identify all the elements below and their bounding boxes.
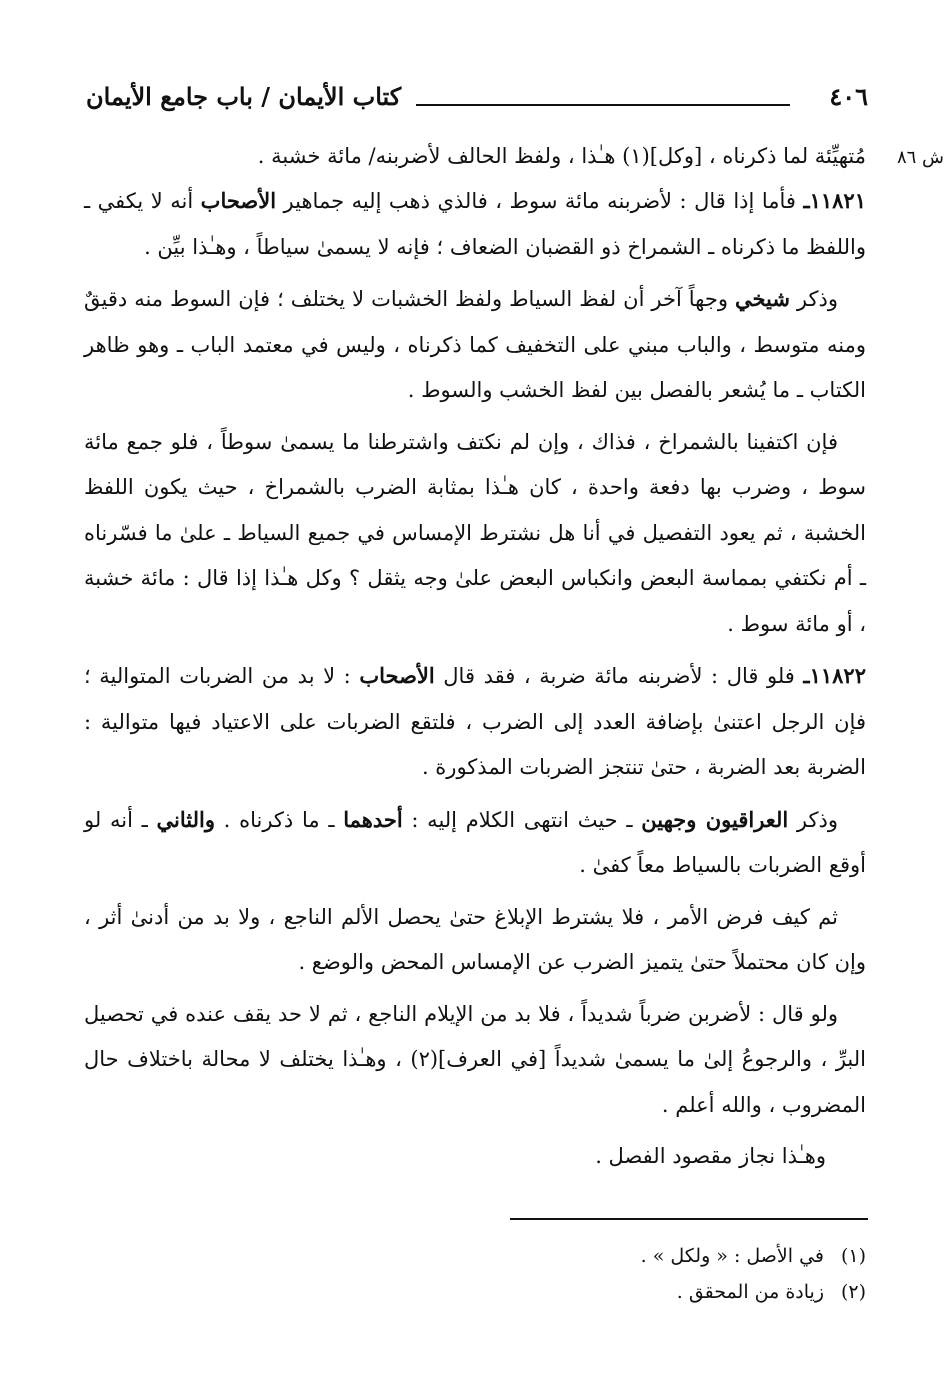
page-header: [86, 82, 868, 122]
footnote-number: (١): [840, 1245, 866, 1267]
paragraph-text: ـ حيث انتهى الكلام إليه :: [402, 807, 642, 832]
paragraph: [84, 276, 866, 414]
paragraph-text: فلو قال : لأضربنه مائة ضربة ، فقد قال: [434, 664, 804, 688]
paragraph-text: فأما إذا قال : لأضربنه مائة سوط ، فالذي ذهب إليه جماهير: [276, 189, 804, 213]
paragraph: [84, 797, 866, 889]
bold-term: الأصحاب: [359, 663, 435, 688]
paragraph-11821: [84, 178, 866, 270]
bold-term: شيخي: [734, 286, 790, 311]
paragraph-number: ١١٨٢١ـ: [803, 188, 866, 213]
footnote-text: في الأصل : « ولكل » .: [640, 1245, 824, 1267]
footnote: [84, 1238, 866, 1274]
paragraph-text: أنه لا يكفي ـ واللفظ ما ذكرناه ـ الشمراخ ذو القضبان الضعاف ؛ فإنه لا يسمىٰ سياطاً ، وهـٰذا بيِّن .: [84, 189, 866, 259]
header-rule: [416, 104, 790, 106]
paragraph-text: ـ أنه لو أوقع الضربات بالسياط معاً كفىٰ .: [84, 807, 866, 877]
paragraph-text: وذكر: [788, 807, 838, 832]
paragraph: فإن اكتفينا بالشمراخ ، فذاك ، وإن لم نكتف واشترطنا ما يسمىٰ سوطاً ، فلو جمع مائة سوط ، وضرب بها دفعة واحدة ، كان هـٰذا بمثابة الضرب بالشمراخ ، حيث يكون اللفظ الخشبة ، ثم يعود التفصيل في أنا هل نشترط الإمساس في جميع السياط ـ علىٰ ما فسّرناه ـ أم نكتفي بمماسة البعض وانكباس البعض علىٰ وجه يثقل ؟ وكل هـٰذا إذا قال : مائة خشبة ، أو مائة سوط .: [84, 429, 866, 636]
margin-note: ش ٨٦: [896, 147, 944, 168]
paragraph-text: وجهاً آخر أن لفظ السياط ولفظ الخشبات لا يختلف ؛ فإن السوط منه دقيقٌ ومنه متوسط ، والباب مبني على التخفيف كما ذكرناه ، وليس في معتمد الباب ـ وهو ظاهر الكتاب ـ ما يُشعر بالفصل بين لفظ الخشب والسوط .: [84, 287, 866, 402]
closing-line: وهـٰذا نجاز مقصود الفصل .: [595, 1144, 826, 1168]
footnotes: [84, 1238, 866, 1310]
paragraph: ولو قال : لأضربن ضرباً شديداً ، فلا بد من الإيلام الناجع ، ثم لا حد يقف عنده في تحصيل البرِّ ، والرجوعُ إلىٰ ما يسمىٰ شديداً [في العرف](٢) ، وهـٰذا يختلف لا محالة باختلاف حال المضروب ، والله أعلم .: [84, 1001, 867, 1117]
bold-term: الأصحاب: [200, 188, 277, 213]
paragraph-11822: [84, 653, 866, 791]
bold-term: والثاني: [156, 806, 215, 832]
main-text: [84, 178, 866, 1186]
footnote-rule: [510, 1218, 868, 1220]
footnote-number: (٢): [840, 1281, 866, 1303]
paragraph: ثم كيف فرض الأمر ، فلا يشترط الإبلاغ حتىٰ يحصل الألم الناجع ، ولا بد من أدنىٰ أثر ، وإن كان محتملاً حتىٰ يتميز الضرب عن الإمساس المحض والوضع .: [84, 904, 866, 974]
footnote-text: زيادة من المحقق .: [676, 1281, 824, 1303]
paragraph-text: ـ ما ذكرناه .: [214, 807, 344, 832]
bold-term: العراقيون وجهين: [641, 806, 789, 832]
paragraph-text: : لا بد من الضربات المتوالية ؛ فإن الرجل اعتنىٰ بإضافة العدد إلى الضرب ، فلتقع الضربات على الاعتياد فيها متوالية : الضربة بعد الضربة ، حتىٰ تنتجز الضربات المذكورة .: [84, 664, 866, 779]
paragraph-text: وذكر: [789, 287, 838, 311]
page-number: ٤٠٦: [829, 82, 868, 111]
footnote: [84, 1274, 866, 1310]
paragraph-number: ١١٨٢٢ـ: [803, 663, 866, 688]
bold-term: أحدهما: [343, 806, 403, 832]
continuation-line: مُتهيِّئة لما ذكرناه ، [وكل](١) هـٰذا ، ولفظ الحالف لأضربنه/ مائة خشبة .: [257, 144, 866, 168]
running-title: كتاب الأيمان / باب جامع الأيمان: [86, 82, 402, 111]
